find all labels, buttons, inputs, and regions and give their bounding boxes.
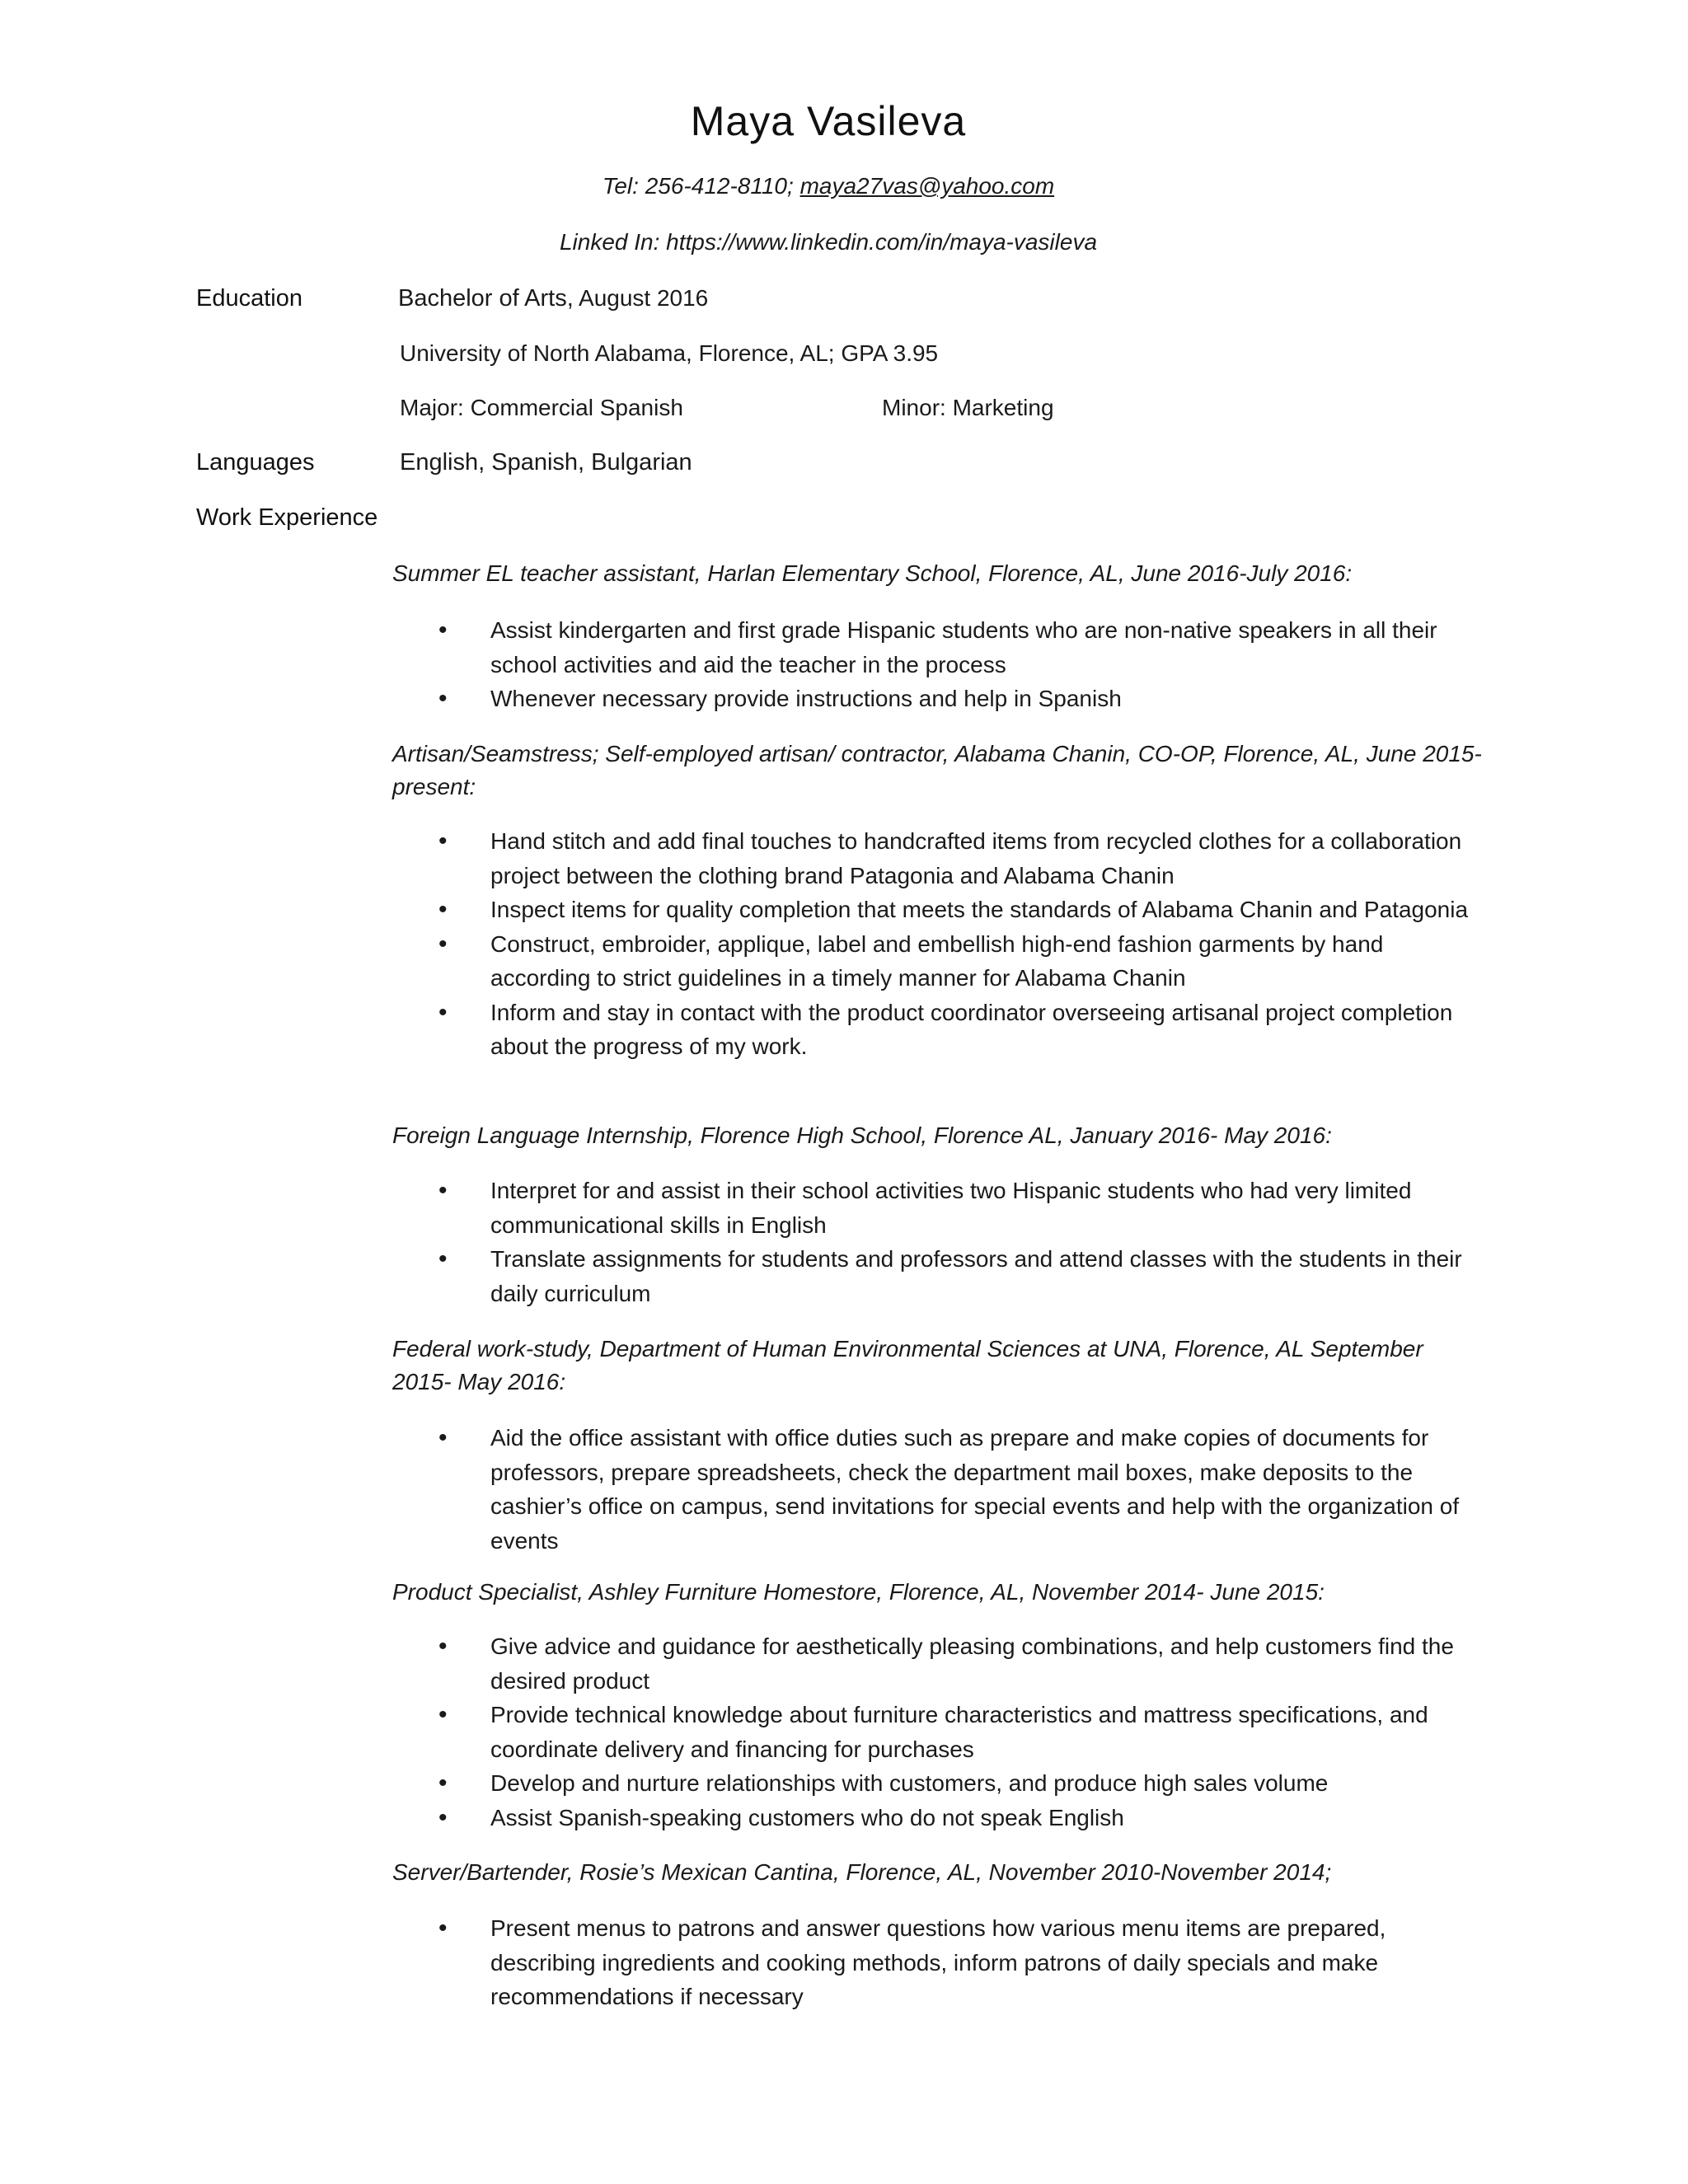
job-title: Federal work-study, Department of Human Environmental Sciences at UNA, Florence, AL September 2015- May 2016:	[392, 1336, 1423, 1394]
job-bullet-list	[429, 1911, 1475, 2014]
job-bullet-list	[429, 1629, 1475, 1835]
list-item: • Hand stitch and add final touches to handcrafted items from recycled clothes for a collaboration project between the clothing brand Patagonia and Alabama Chanin	[429, 824, 1475, 893]
languages-value: English, Spanish, Bulgarian	[400, 449, 692, 476]
list-item: • Translate assignments for students and professors and attend classes with the students in their daily curriculum	[429, 1242, 1475, 1310]
school-line: University of North Alabama, Florence, AL; GPA 3.95	[400, 340, 939, 366]
list-item: • Interpret for and assist in their school activities two Hispanic students who had very limited communicational skills in English	[429, 1174, 1475, 1242]
list-item: • Construct, embroider, applique, label and embellish high-end fashion garments by hand according to strict guidelines in a timely manner for Alabama Chanin	[429, 927, 1475, 996]
list-item: • Give advice and guidance for aesthetically pleasing combinations, and help customers find the desired product	[429, 1629, 1475, 1698]
list-item: • Aid the office assistant with office duties such as prepare and make copies of documents for professors, prepare spreadsheets, check the department mail boxes, make deposits to the cashier’s office on campus, send invitations for special events and help with the organization of events	[429, 1421, 1475, 1558]
list-item: • Whenever necessary provide instructions and help in Spanish	[429, 682, 1475, 716]
list-item: • Provide technical knowledge about furniture characteristics and mattress specifications, and coordinate delivery and financing for purchases	[429, 1698, 1475, 1766]
list-item: • Present menus to patrons and answer questions how various menu items are prepared, describing ingredients and cooking methods, inform patrons of daily specials and make recommendations if necessary	[429, 1911, 1475, 2014]
job-bullet-list	[429, 824, 1475, 1064]
phone-text: Tel: 256-412-8110;	[602, 173, 800, 199]
degree-date: August 2016	[573, 285, 709, 311]
linkedin-line: Linked In: https://www.linkedin.com/in/maya-vasileva	[559, 229, 1098, 255]
section-label-languages: Languages	[196, 449, 315, 476]
email-link[interactable]: maya27vas@yahoo.com	[799, 173, 1055, 199]
section-label-work-experience: Work Experience	[196, 504, 378, 531]
job-bullet-list	[429, 1174, 1475, 1310]
list-item: • Inspect items for quality completion that meets the standards of Alabama Chanin and Patagonia	[429, 893, 1475, 927]
contact-line	[0, 173, 1657, 199]
list-item: • Assist kindergarten and first grade Hispanic students who are non-native speakers in all their school activities and aid the teacher in the process	[429, 613, 1475, 682]
job-title: Foreign Language Internship, Florence High School, Florence AL, January 2016- May 2016:	[392, 1122, 1332, 1148]
job-bullet-list	[429, 1421, 1475, 1558]
list-item: • Assist Spanish-speaking customers who do not speak English	[429, 1801, 1475, 1835]
resume-name: Maya Vasileva	[690, 98, 967, 144]
list-item: • Develop and nurture relationships with customers, and produce high sales volume	[429, 1766, 1475, 1801]
job-bullet-list	[429, 613, 1475, 716]
degree-line	[398, 285, 708, 312]
degree-name: Bachelor of Arts,	[398, 285, 574, 312]
job-title: Artisan/Seamstress; Self-employed artisan/ contractor, Alabama Chanin, CO-OP, Florence, AL, June 2015-present:	[392, 741, 1482, 799]
job-title: Summer EL teacher assistant, Harlan Elementary School, Florence, AL, June 2016-July 2016:	[392, 560, 1353, 586]
job-title: Server/Bartender, Rosie’s Mexican Cantina, Florence, AL, November 2010-November 2014;	[392, 1859, 1332, 1885]
minor-text: Minor: Marketing	[882, 395, 1054, 420]
major-text: Major: Commercial Spanish	[400, 395, 683, 420]
section-label-education: Education	[196, 285, 302, 312]
job-title: Product Specialist, Ashley Furniture Homestore, Florence, AL, November 2014- June 2015:	[392, 1579, 1325, 1605]
list-item: • Inform and stay in contact with the product coordinator overseeing artisanal project completion about the progress of my work.	[429, 996, 1475, 1064]
